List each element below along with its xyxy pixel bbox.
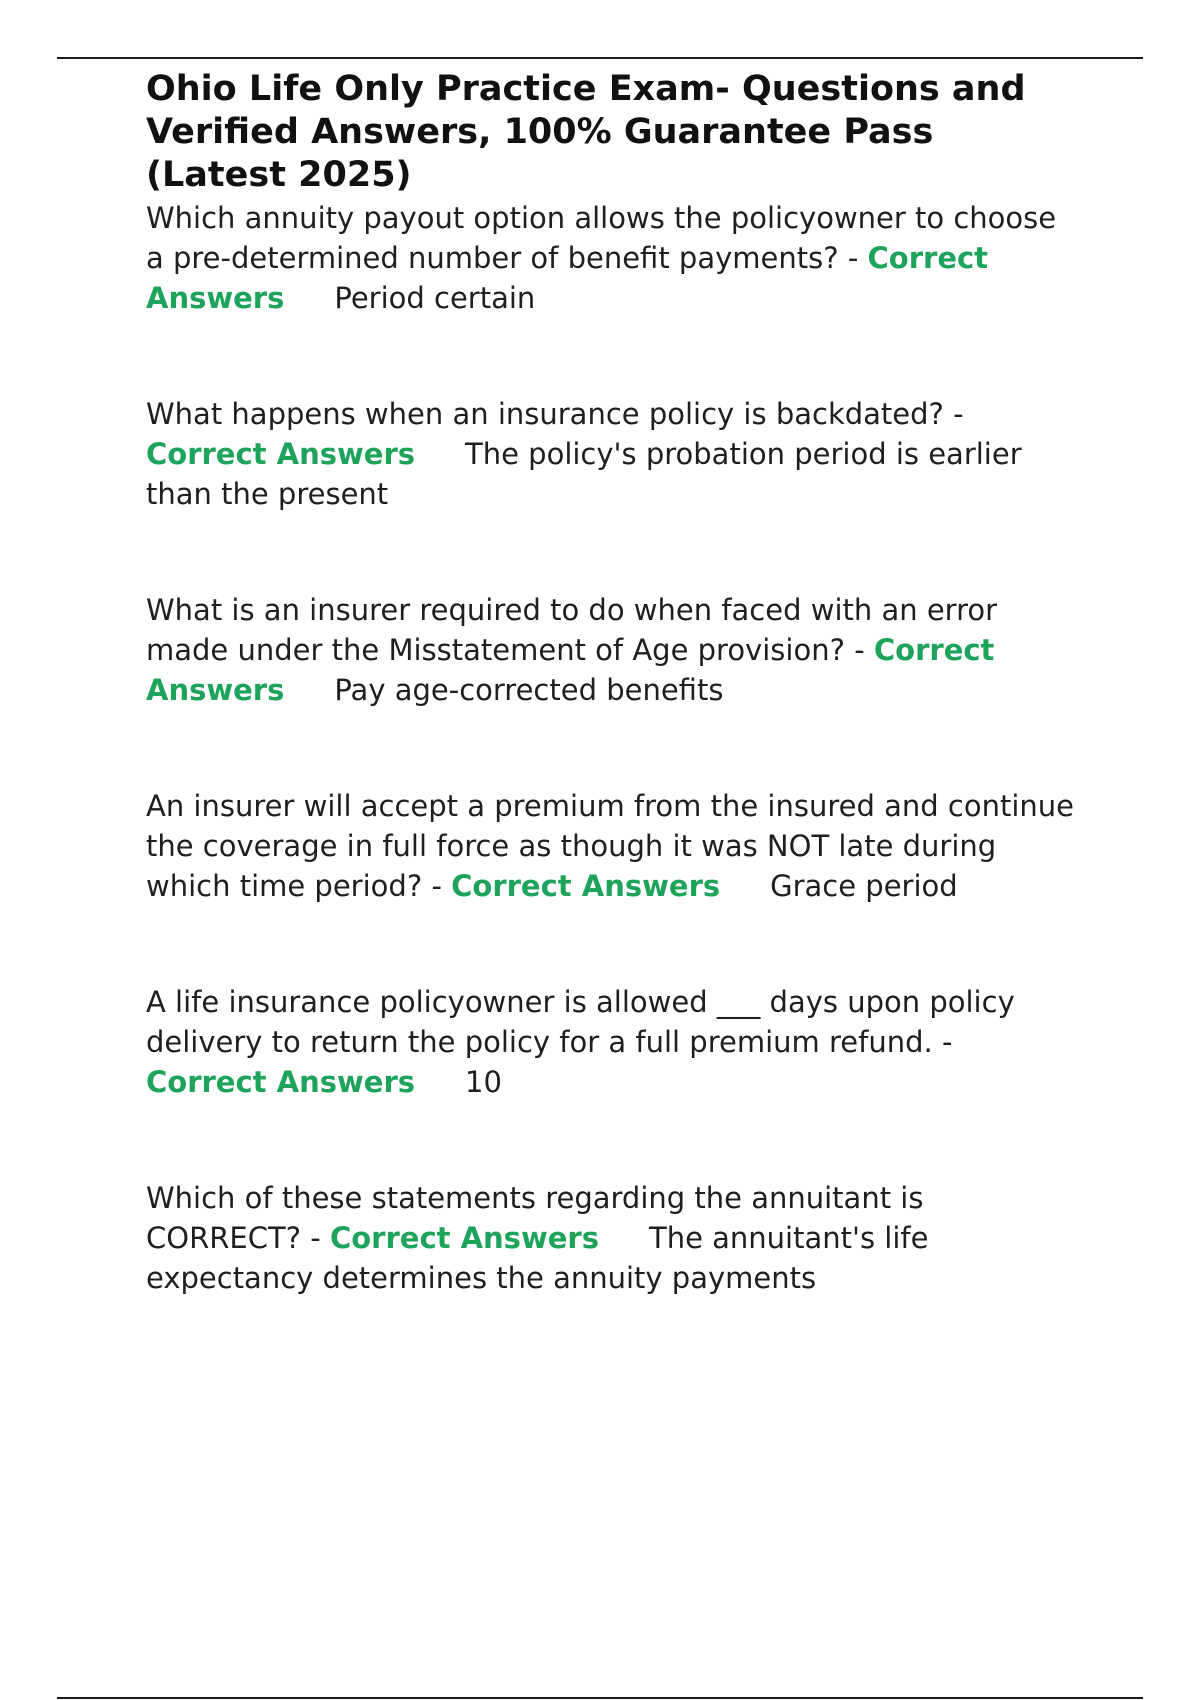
question-text: What is an insurer required to do when faced with an error made under the Misstatement of Age provision? (146, 593, 998, 667)
answer-text: 10 (465, 1065, 502, 1099)
qa-item-4 (146, 786, 1076, 906)
qa-item-5 (146, 982, 1076, 1102)
correct-answers-label: Correct Answers (146, 633, 995, 707)
separator: - (854, 633, 865, 667)
bottom-rule (57, 1697, 1143, 1699)
qa-item-6 (146, 1178, 1076, 1298)
qa-item-1 (146, 198, 1076, 318)
correct-answers-label: Correct Answers (329, 1221, 599, 1255)
question-text: Which annuity payout option allows the policyowner to choose a pre-determined number of benefit payments? (146, 201, 1057, 275)
separator: - (431, 869, 442, 903)
document-title: Ohio Life Only Practice Exam- Questions and Verified Answers, 100% Guarantee Pass (Latest 2025) (146, 69, 1026, 195)
question-text: What happens when an insurance policy is backdated? (146, 397, 944, 431)
separator: - (941, 1025, 953, 1059)
qa-item-3 (146, 590, 1076, 710)
answer-text: Grace period (770, 869, 958, 903)
question-text: An insurer will accept a premium from the insured and continue the coverage in full force as though it was NOT late during which time period? (146, 789, 1074, 903)
answer-text: The policy's probation period is earlier than the present (146, 437, 1022, 511)
correct-answers-label: Correct Answers (146, 241, 989, 315)
qa-item-2 (146, 394, 1076, 514)
question-text: A life insurance policyowner is allowed ___ days upon policy delivery to return the policy for a full premium refund. (146, 985, 1015, 1059)
correct-answers-label: Correct Answers (451, 869, 721, 903)
correct-answers-label: Correct Answers (146, 1065, 416, 1099)
document-body (146, 68, 1076, 1298)
question-text: Which of these statements regarding the annuitant is CORRECT? (146, 1181, 924, 1255)
answer-text: The annuitant's life expectancy determines the annuity payments (146, 1221, 929, 1295)
top-rule (57, 57, 1143, 59)
separator: - (953, 397, 964, 431)
separator: - (847, 241, 859, 275)
answer-text: Pay age-corrected benefits (334, 673, 724, 707)
answer-text: Period certain (334, 281, 536, 315)
correct-answers-label: Correct Answers (146, 437, 416, 471)
separator: - (310, 1221, 321, 1255)
